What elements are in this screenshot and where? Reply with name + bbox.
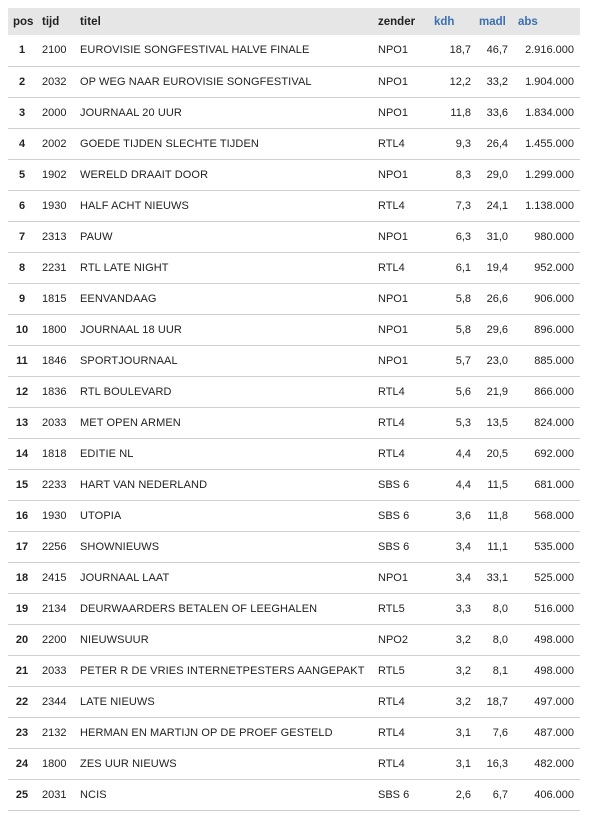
table-row [8, 128, 580, 159]
cell-pos: 17 [15, 540, 29, 553]
cell-madl: 7,6 [492, 726, 508, 739]
cell-titel: UTOPIA [80, 509, 122, 522]
cell-kdh: 3,4 [455, 540, 471, 553]
cell-titel: OP WEG NAAR EUROVISIE SONGFESTIVAL [80, 75, 312, 88]
cell-kdh: 6,1 [455, 261, 471, 274]
cell-zender: NPO1 [378, 106, 408, 119]
cell-tijd: 1815 [42, 292, 67, 305]
table-row [8, 66, 580, 97]
cell-kdh: 6,3 [455, 230, 471, 243]
cell-kdh: 3,1 [455, 757, 471, 770]
cell-tijd: 2313 [42, 230, 67, 243]
cell-kdh: 3,4 [455, 571, 471, 584]
cell-titel: DEURWAARDERS BETALEN OF LEEGHALEN [80, 602, 318, 615]
table-row [8, 35, 580, 66]
cell-titel: NIEUWSUUR [80, 633, 149, 646]
table-row [8, 779, 580, 810]
table-row [8, 686, 580, 717]
cell-tijd: 1846 [42, 354, 67, 367]
cell-madl: 19,4 [486, 261, 508, 274]
cell-zender: NPO1 [378, 571, 408, 584]
table-row [8, 376, 580, 407]
cell-titel: PAUW [80, 230, 113, 243]
cell-zender: SBS 6 [378, 478, 410, 491]
cell-titel: LATE NIEUWS [80, 695, 155, 708]
table-row [8, 655, 580, 686]
cell-titel: SHOWNIEUWS [80, 540, 160, 553]
cell-pos: 18 [15, 571, 29, 584]
cell-kdh: 5,8 [455, 292, 471, 305]
cell-madl: 33,2 [486, 75, 508, 88]
cell-titel: JOURNAAL LAAT [80, 571, 170, 584]
cell-kdh: 3,3 [455, 602, 471, 615]
cell-tijd: 1930 [42, 509, 67, 522]
cell-abs: 885.000 [534, 354, 574, 367]
cell-kdh: 4,4 [455, 447, 471, 460]
table-row [8, 314, 580, 345]
cell-madl: 13,5 [486, 416, 508, 429]
cell-abs: 1.834.000 [525, 106, 574, 119]
table-row [8, 283, 580, 314]
cell-titel: SPORTJOURNAAL [80, 354, 178, 367]
cell-kdh: 8,3 [455, 168, 471, 181]
cell-titel: MET OPEN ARMEN [80, 416, 181, 429]
cell-tijd: 2033 [42, 416, 67, 429]
cell-abs: 1.904.000 [525, 75, 574, 88]
cell-abs: 1.299.000 [525, 168, 574, 181]
cell-kdh: 5,8 [455, 323, 471, 336]
cell-tijd: 2233 [42, 478, 67, 491]
cell-abs: 497.000 [534, 695, 574, 708]
cell-zender: RTL4 [378, 199, 405, 212]
cell-zender: SBS 6 [378, 509, 410, 522]
cell-abs: 535.000 [534, 540, 574, 553]
cell-titel: HERMAN EN MARTIJN OP DE PROEF GESTELD [80, 726, 333, 739]
cell-tijd: 2100 [42, 44, 67, 57]
cell-tijd: 1836 [42, 385, 67, 398]
cell-kdh: 18,7 [449, 44, 471, 57]
cell-pos: 13 [15, 416, 29, 429]
cell-madl: 8,0 [492, 633, 508, 646]
cell-kdh: 9,3 [455, 137, 471, 150]
cell-abs: 824.000 [534, 416, 574, 429]
table-row [8, 717, 580, 748]
cell-pos: 11 [16, 354, 28, 367]
cell-kdh: 12,2 [449, 75, 471, 88]
cell-pos: 16 [15, 509, 29, 522]
cell-abs: 568.000 [534, 509, 574, 522]
cell-kdh: 2,6 [455, 788, 471, 801]
cell-titel: WERELD DRAAIT DOOR [80, 168, 209, 181]
cell-kdh: 3,6 [455, 509, 471, 522]
cell-pos: 23 [15, 726, 29, 739]
cell-titel: EUROVISIE SONGFESTIVAL HALVE FINALE [80, 44, 310, 57]
cell-madl: 33,6 [486, 106, 508, 119]
cell-abs: 866.000 [534, 385, 574, 398]
cell-titel: RTL LATE NIGHT [80, 261, 169, 274]
cell-kdh: 3,2 [455, 695, 471, 708]
table-row [8, 159, 580, 190]
cell-abs: 482.000 [534, 757, 574, 770]
cell-madl: 24,1 [486, 199, 508, 212]
table-row [8, 531, 580, 562]
cell-tijd: 1800 [42, 757, 67, 770]
ratings-table [8, 8, 580, 811]
cell-zender: RTL4 [378, 757, 405, 770]
cell-pos: 22 [15, 695, 29, 708]
cell-zender: RTL4 [378, 385, 405, 398]
cell-titel: GOEDE TIJDEN SLECHTE TIJDEN [80, 137, 259, 150]
header-tijd[interactable]: tijd [42, 15, 60, 28]
cell-madl: 11,8 [487, 509, 508, 522]
cell-titel: JOURNAAL 18 UUR [80, 323, 182, 336]
cell-madl: 6,7 [492, 788, 508, 801]
cell-madl: 33,1 [486, 571, 508, 584]
cell-pos: 8 [18, 261, 26, 274]
cell-pos: 25 [15, 788, 29, 801]
table-row [8, 500, 580, 531]
cell-zender: NPO1 [378, 168, 408, 181]
cell-zender: SBS 6 [378, 540, 410, 553]
cell-zender: NPO1 [378, 292, 408, 305]
cell-pos: 3 [18, 106, 26, 119]
cell-pos: 14 [15, 447, 29, 460]
cell-titel: NCIS [80, 788, 107, 801]
table-row [8, 593, 580, 624]
cell-pos: 7 [18, 230, 26, 243]
cell-tijd: 2000 [42, 106, 67, 119]
cell-madl: 16,3 [486, 757, 508, 770]
cell-kdh: 5,3 [455, 416, 471, 429]
cell-madl: 46,7 [486, 44, 508, 57]
cell-abs: 2.916.000 [525, 44, 574, 57]
cell-zender: RTL5 [378, 664, 405, 677]
cell-tijd: 2031 [42, 788, 67, 801]
header-madl[interactable]: madl [479, 15, 506, 28]
cell-kdh: 4,4 [455, 478, 471, 491]
cell-zender: NPO1 [378, 354, 408, 367]
cell-abs: 525.000 [534, 571, 574, 584]
cell-tijd: 2415 [42, 571, 67, 584]
cell-abs: 498.000 [534, 633, 574, 646]
cell-titel: HALF ACHT NIEUWS [80, 199, 189, 212]
cell-pos: 10 [15, 323, 29, 336]
header-row [8, 8, 580, 35]
cell-zender: RTL4 [378, 695, 405, 708]
table-row [8, 748, 580, 779]
header-abs[interactable]: abs [518, 15, 538, 28]
cell-pos: 4 [18, 137, 26, 150]
cell-pos: 1 [18, 44, 26, 57]
table-body [8, 35, 580, 810]
cell-abs: 487.000 [534, 726, 574, 739]
cell-madl: 20,5 [486, 447, 508, 460]
cell-zender: RTL4 [378, 447, 405, 460]
cell-tijd: 2132 [42, 726, 67, 739]
cell-titel: EENVANDAAG [80, 292, 157, 305]
cell-pos: 6 [18, 199, 26, 212]
cell-zender: NPO1 [378, 75, 408, 88]
cell-kdh: 7,3 [455, 199, 471, 212]
cell-tijd: 2134 [42, 602, 67, 615]
cell-kdh: 3,2 [455, 664, 471, 677]
table-row [8, 469, 580, 500]
cell-titel: PETER R DE VRIES INTERNETPESTERS AANGEPAKT [80, 664, 365, 677]
cell-zender: SBS 6 [378, 788, 410, 801]
cell-tijd: 2231 [42, 261, 67, 274]
header-zender[interactable]: zender [378, 15, 416, 28]
cell-madl: 21,9 [486, 385, 508, 398]
table-row [8, 97, 580, 128]
cell-madl: 26,6 [486, 292, 508, 305]
table-header [8, 8, 580, 35]
cell-tijd: 2033 [42, 664, 67, 677]
table-row [8, 562, 580, 593]
cell-kdh: 5,7 [455, 354, 471, 367]
cell-tijd: 1902 [42, 168, 67, 181]
cell-pos: 12 [15, 385, 29, 398]
cell-madl: 18,7 [486, 695, 508, 708]
cell-pos: 9 [18, 292, 26, 305]
cell-madl: 29,0 [486, 168, 508, 181]
cell-tijd: 1818 [42, 447, 67, 460]
cell-zender: NPO2 [378, 633, 408, 646]
cell-zender: RTL4 [378, 137, 405, 150]
cell-zender: RTL4 [378, 416, 405, 429]
cell-titel: RTL BOULEVARD [80, 385, 172, 398]
cell-abs: 406.000 [534, 788, 574, 801]
cell-madl: 29,6 [486, 323, 508, 336]
table-row [8, 407, 580, 438]
table-row [8, 345, 580, 376]
cell-madl: 31,0 [486, 230, 508, 243]
cell-tijd: 2032 [42, 75, 67, 88]
header-pos[interactable]: pos [13, 15, 34, 28]
cell-zender: RTL5 [378, 602, 405, 615]
cell-tijd: 1800 [42, 323, 67, 336]
cell-abs: 896.000 [534, 323, 574, 336]
cell-titel: JOURNAAL 20 UUR [80, 106, 182, 119]
cell-tijd: 2344 [42, 695, 67, 708]
cell-madl: 23,0 [486, 354, 508, 367]
cell-pos: 19 [15, 602, 29, 615]
cell-tijd: 2002 [42, 137, 67, 150]
cell-abs: 516.000 [534, 602, 574, 615]
cell-madl: 11,5 [487, 478, 508, 491]
cell-abs: 498.000 [534, 664, 574, 677]
cell-abs: 1.455.000 [525, 137, 574, 150]
cell-madl: 11,1 [487, 540, 508, 553]
cell-zender: RTL4 [378, 261, 405, 274]
header-kdh[interactable]: kdh [434, 15, 455, 28]
cell-zender: NPO1 [378, 323, 408, 336]
cell-tijd: 1930 [42, 199, 67, 212]
header-titel[interactable]: titel [80, 15, 101, 28]
cell-pos: 5 [18, 168, 26, 181]
cell-titel: EDITIE NL [80, 447, 134, 460]
cell-madl: 26,4 [486, 137, 508, 150]
cell-abs: 1.138.000 [525, 199, 574, 212]
cell-kdh: 11,8 [450, 106, 471, 119]
cell-pos: 15 [15, 478, 29, 491]
cell-titel: HART VAN NEDERLAND [80, 478, 208, 491]
cell-pos: 2 [18, 75, 26, 88]
cell-zender: RTL4 [378, 726, 405, 739]
cell-madl: 8,0 [492, 602, 508, 615]
cell-zender: NPO1 [378, 44, 408, 57]
table-row [8, 624, 580, 655]
cell-abs: 952.000 [534, 261, 574, 274]
table-row [8, 221, 580, 252]
cell-tijd: 2200 [42, 633, 67, 646]
cell-kdh: 5,6 [455, 385, 471, 398]
cell-pos: 21 [15, 664, 29, 677]
table-row [8, 438, 580, 469]
cell-abs: 692.000 [534, 447, 574, 460]
table-row [8, 190, 580, 221]
cell-abs: 980.000 [534, 230, 574, 243]
cell-zender: NPO1 [378, 230, 408, 243]
cell-abs: 681.000 [534, 478, 574, 491]
cell-pos: 24 [15, 757, 29, 770]
cell-tijd: 2256 [42, 540, 67, 553]
cell-kdh: 3,2 [455, 633, 471, 646]
table-row [8, 252, 580, 283]
cell-pos: 20 [15, 633, 29, 646]
cell-madl: 8,1 [492, 664, 508, 677]
cell-abs: 906.000 [534, 292, 574, 305]
cell-titel: ZES UUR NIEUWS [80, 757, 177, 770]
cell-kdh: 3,1 [455, 726, 471, 739]
